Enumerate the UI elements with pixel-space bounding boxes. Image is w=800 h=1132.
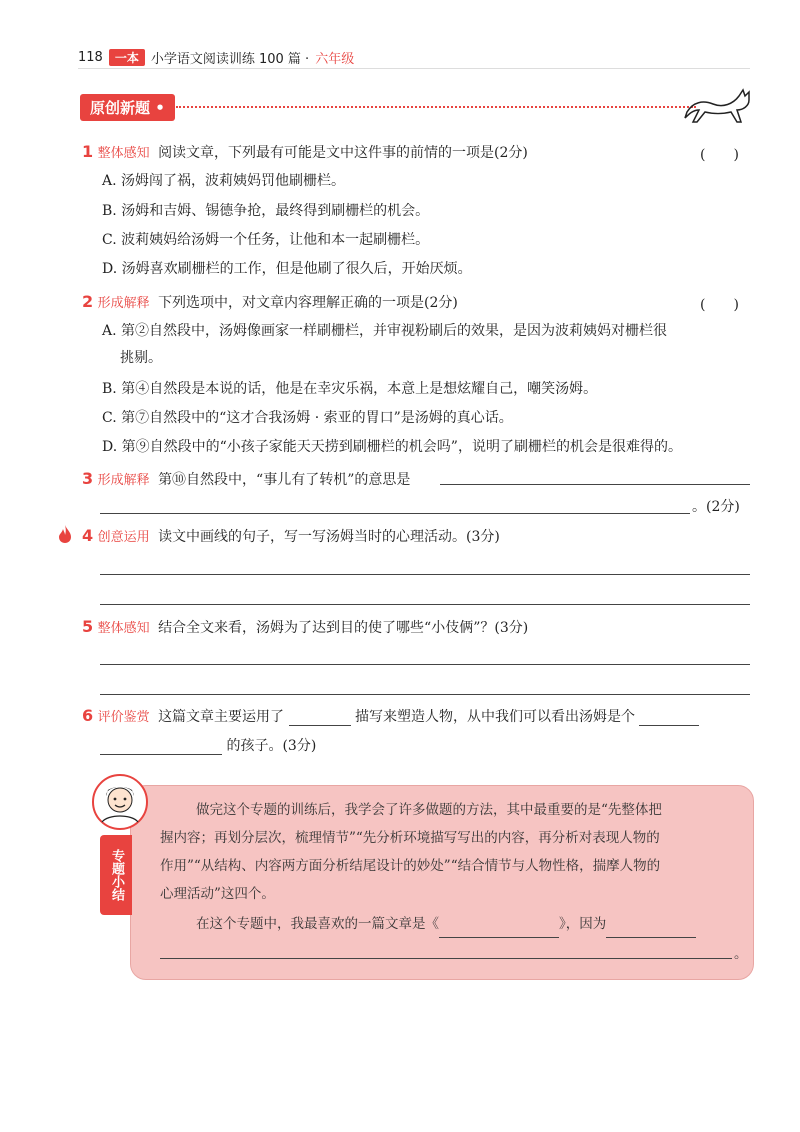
question-number: 2 <box>82 292 94 311</box>
question-number: 5 <box>82 617 94 636</box>
question-stem-part: 这篇文章主要运用了 <box>158 709 285 725</box>
page-header <box>78 48 354 67</box>
summary-favorite <box>196 910 696 938</box>
question-stem-part: 的孩子。(3分) <box>226 738 317 754</box>
question-6 <box>82 706 699 726</box>
option-d: D. 第⑨自然段中的“小孩子家能天天捞到刷栅栏的机会吗”，说明了刷栅栏的机会是很难得的。 <box>102 439 682 455</box>
question-stem: 读文中画线的句子，写一写汤姆当时的心理活动。(3分) <box>158 529 500 545</box>
grade-label: 六年级 <box>315 52 355 67</box>
dotted-divider <box>176 106 696 108</box>
summary-end-mark: 。 <box>734 946 748 962</box>
answer-line[interactable] <box>100 694 750 695</box>
question-2 <box>82 292 458 312</box>
favorite-reason-prefix: 》，因为 <box>559 916 607 932</box>
question-tag: 评价鉴赏 <box>97 710 150 725</box>
flame-icon <box>58 524 72 544</box>
summary-line-1: 做完这个专题的训练后，我学会了许多做题的方法，其中最重要的是“先整体把 <box>196 802 662 818</box>
option-c: C. 波莉姨妈给汤姆一个任务，让他和本一起刷栅栏。 <box>102 232 430 248</box>
summary-line-3: 作用”“从结构、内容两方面分析结尾设计的妙处”“结合情节与人物性格，揣摩人物的 <box>160 858 661 874</box>
publisher-logo: 一本 <box>109 49 145 66</box>
summary-tab: 专题小结 <box>100 835 132 915</box>
option-a: A. 第②自然段中，汤姆像画家一样刷栅栏，并审视粉刷后的效果，是因为波莉姨妈对栅栏很 <box>102 323 668 339</box>
question-stem-part: 描写来塑造人物，从中我们可以看出汤姆是个 <box>354 709 635 725</box>
page-number: 118 <box>78 50 103 65</box>
question-3 <box>82 469 410 489</box>
question-stem: 第⑩自然段中，“事儿有了转机”的意思是 <box>158 472 411 488</box>
option-c: C. 第⑦自然段中的“这才合我汤姆 · 索亚的胃口”是汤姆的真心话。 <box>102 410 513 426</box>
question-6-cont <box>100 738 316 755</box>
answer-line[interactable] <box>100 664 750 665</box>
book-title: 小学语文阅读训练 100 篇 · <box>150 52 310 67</box>
answer-paren[interactable]: ( ) <box>700 147 739 163</box>
question-number: 3 <box>82 469 94 488</box>
favorite-prefix: 在这个专题中，我最喜欢的一篇文章是《 <box>196 916 439 932</box>
cat-illustration-icon <box>683 82 755 126</box>
summary-line-2: 握内容；再划分层次，梳理情节”“先分析环境描写写出的内容，再分析对表现人物的 <box>160 830 660 846</box>
summary-line-4: 心理活动”这四个。 <box>160 886 275 902</box>
student-avatar-icon <box>92 772 148 832</box>
question-number: 6 <box>82 706 94 725</box>
question-4 <box>82 526 500 546</box>
option-b: B. 汤姆和吉姆、锡德争抢，最终得到刷栅栏的机会。 <box>102 203 430 219</box>
answer-line[interactable] <box>100 604 750 605</box>
question-5 <box>82 617 528 637</box>
fill-blank[interactable] <box>289 725 351 726</box>
fill-blank[interactable] <box>100 754 222 755</box>
question-stem: 阅读文章，下列最有可能是文中这件事的前情的一项是(2分) <box>158 145 528 161</box>
option-a-cont: 挑剔。 <box>120 350 162 366</box>
question-tag: 创意运用 <box>97 530 150 545</box>
question-stem: 结合全文来看，汤姆为了达到目的使了哪些“小伎俩”？(3分) <box>158 620 529 636</box>
fill-blank[interactable] <box>439 937 559 938</box>
question-tag: 形成解释 <box>97 296 150 311</box>
question-stem: 下列选项中，对文章内容理解正确的一项是(2分) <box>158 295 458 311</box>
question-score: 。(2分) <box>692 499 740 515</box>
option-d: D. 汤姆喜欢刷栅栏的工作，但是他刷了很久后，开始厌烦。 <box>102 261 472 277</box>
option-a: A. 汤姆闯了祸，波莉姨妈罚他刷栅栏。 <box>102 173 346 189</box>
answer-line[interactable] <box>440 484 750 485</box>
option-b: B. 第④自然段是本说的话，他是在幸灾乐祸，本意上是想炫耀自己，嘲笑汤姆。 <box>102 381 598 397</box>
answer-line[interactable] <box>100 513 690 514</box>
question-number: 4 <box>82 526 94 545</box>
answer-line[interactable] <box>100 574 750 575</box>
question-1 <box>82 142 528 162</box>
question-number: 1 <box>82 142 94 161</box>
section-title: 原创新题 • <box>80 94 175 121</box>
answer-paren[interactable]: ( ) <box>700 297 739 313</box>
header-divider <box>78 68 750 69</box>
fill-blank[interactable] <box>606 937 696 938</box>
fill-blank[interactable] <box>639 725 699 726</box>
question-tag: 整体感知 <box>97 621 150 636</box>
answer-line[interactable] <box>160 958 732 959</box>
question-tag: 形成解释 <box>97 473 150 488</box>
question-tag: 整体感知 <box>97 146 150 161</box>
